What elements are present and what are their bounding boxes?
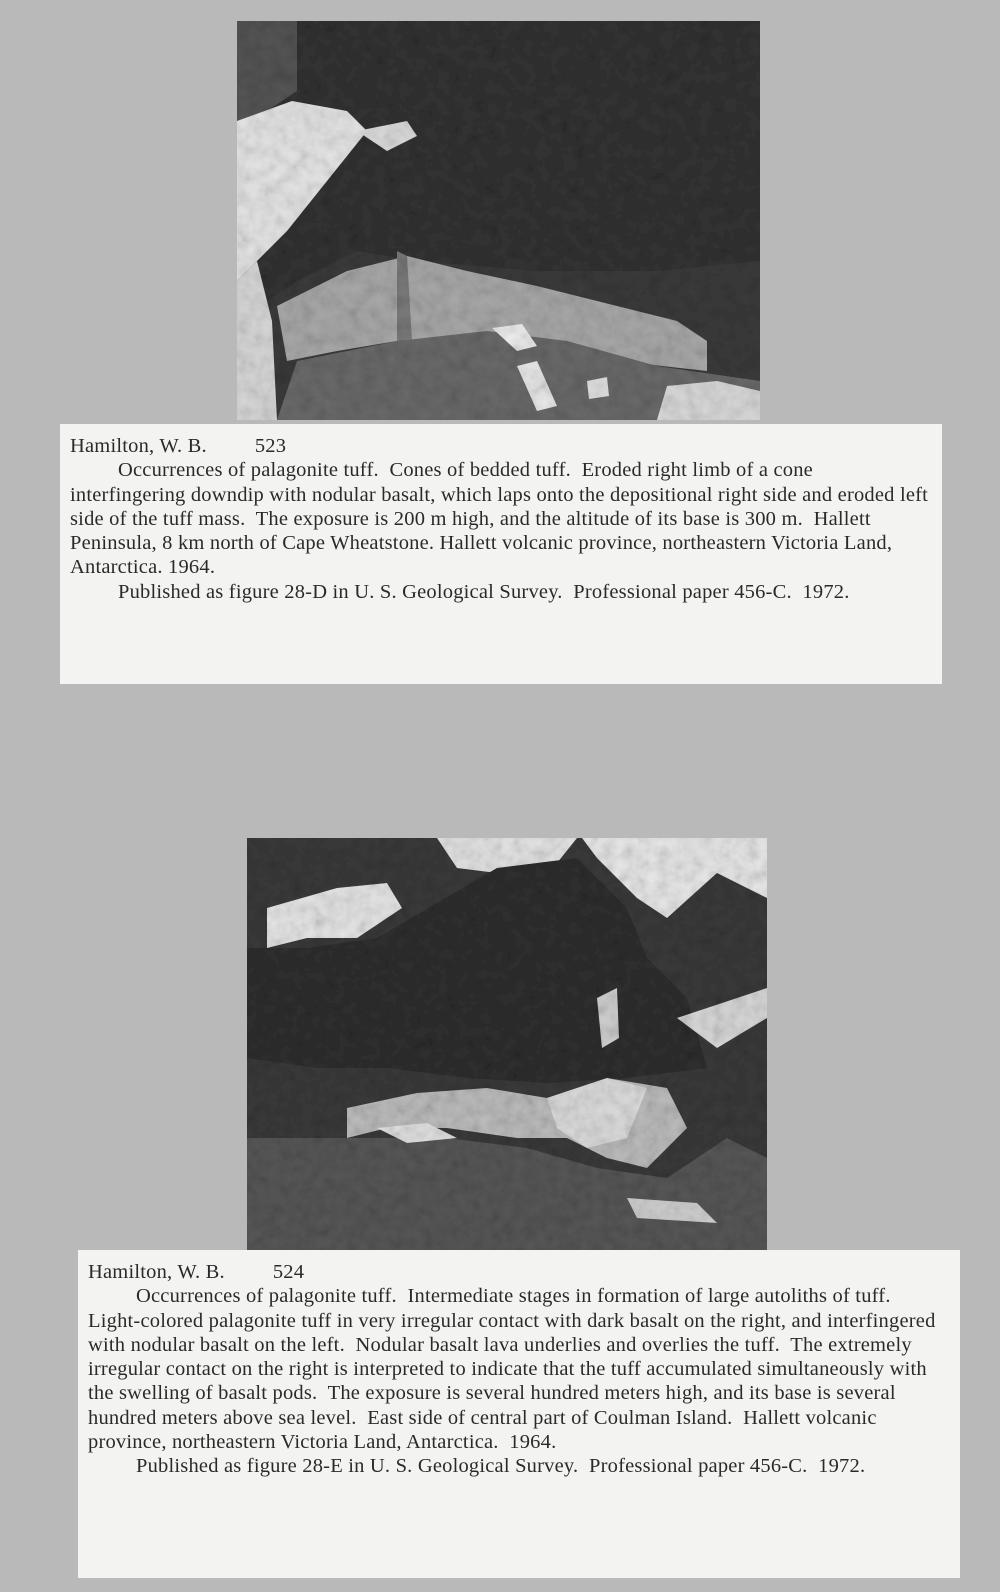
caption-description: Occurrences of palagonite tuff. Intermediate stages in formation of large autoliths of tuff. Light-colored palagonite tuff in very irregular contact with dark basalt on the right, and interfingered with nodular basalt on the left. Nodular basalt lava underlies and overlies the tuff. The extremely irregular contact on the right is interpreted to indicate that the tuff accumulated simultaneously with the swelling of basalt pods. The exposure is several hundred meters high, and its base is several hundred meters above sea level. East side of central part of Coulman Island. Hallett volcanic province, northeastern Victoria Land, Antarctica. 1964. [88, 1285, 941, 1454]
caption-card-523 [60, 424, 942, 684]
record-number: 524 [272, 1261, 305, 1283]
photo-523-image [237, 21, 760, 420]
record-number: 523 [254, 435, 287, 457]
caption-card-524 [78, 1250, 960, 1578]
photograph-523 [237, 21, 760, 420]
photo-524-image [247, 838, 767, 1250]
caption-publication: Published as figure 28-D in U. S. Geological Survey. Professional paper 456-C. 1972. [118, 580, 850, 603]
author: Hamilton, W. B. [70, 435, 207, 457]
photograph-524 [247, 838, 767, 1250]
author: Hamilton, W. B. [88, 1261, 225, 1283]
caption-publication: Published as figure 28-E in U. S. Geological Survey. Professional paper 456-C. 1972. [136, 1455, 866, 1478]
caption-header [88, 1260, 950, 1284]
caption-description: Occurrences of palagonite tuff. Cones of bedded tuff. Eroded right limb of a cone interfingering downdip with nodular basalt, which laps onto the depositional right side and eroded left side of the tuff mass. The exposure is 200 m high, and the altitude of its base is 300 m. Hallett Peninsula, 8 km north of Cape Wheatstone. Hallett volcanic province, northeastern Victoria Land, Antarctica. 1964. [70, 459, 934, 579]
caption-header [70, 434, 932, 458]
